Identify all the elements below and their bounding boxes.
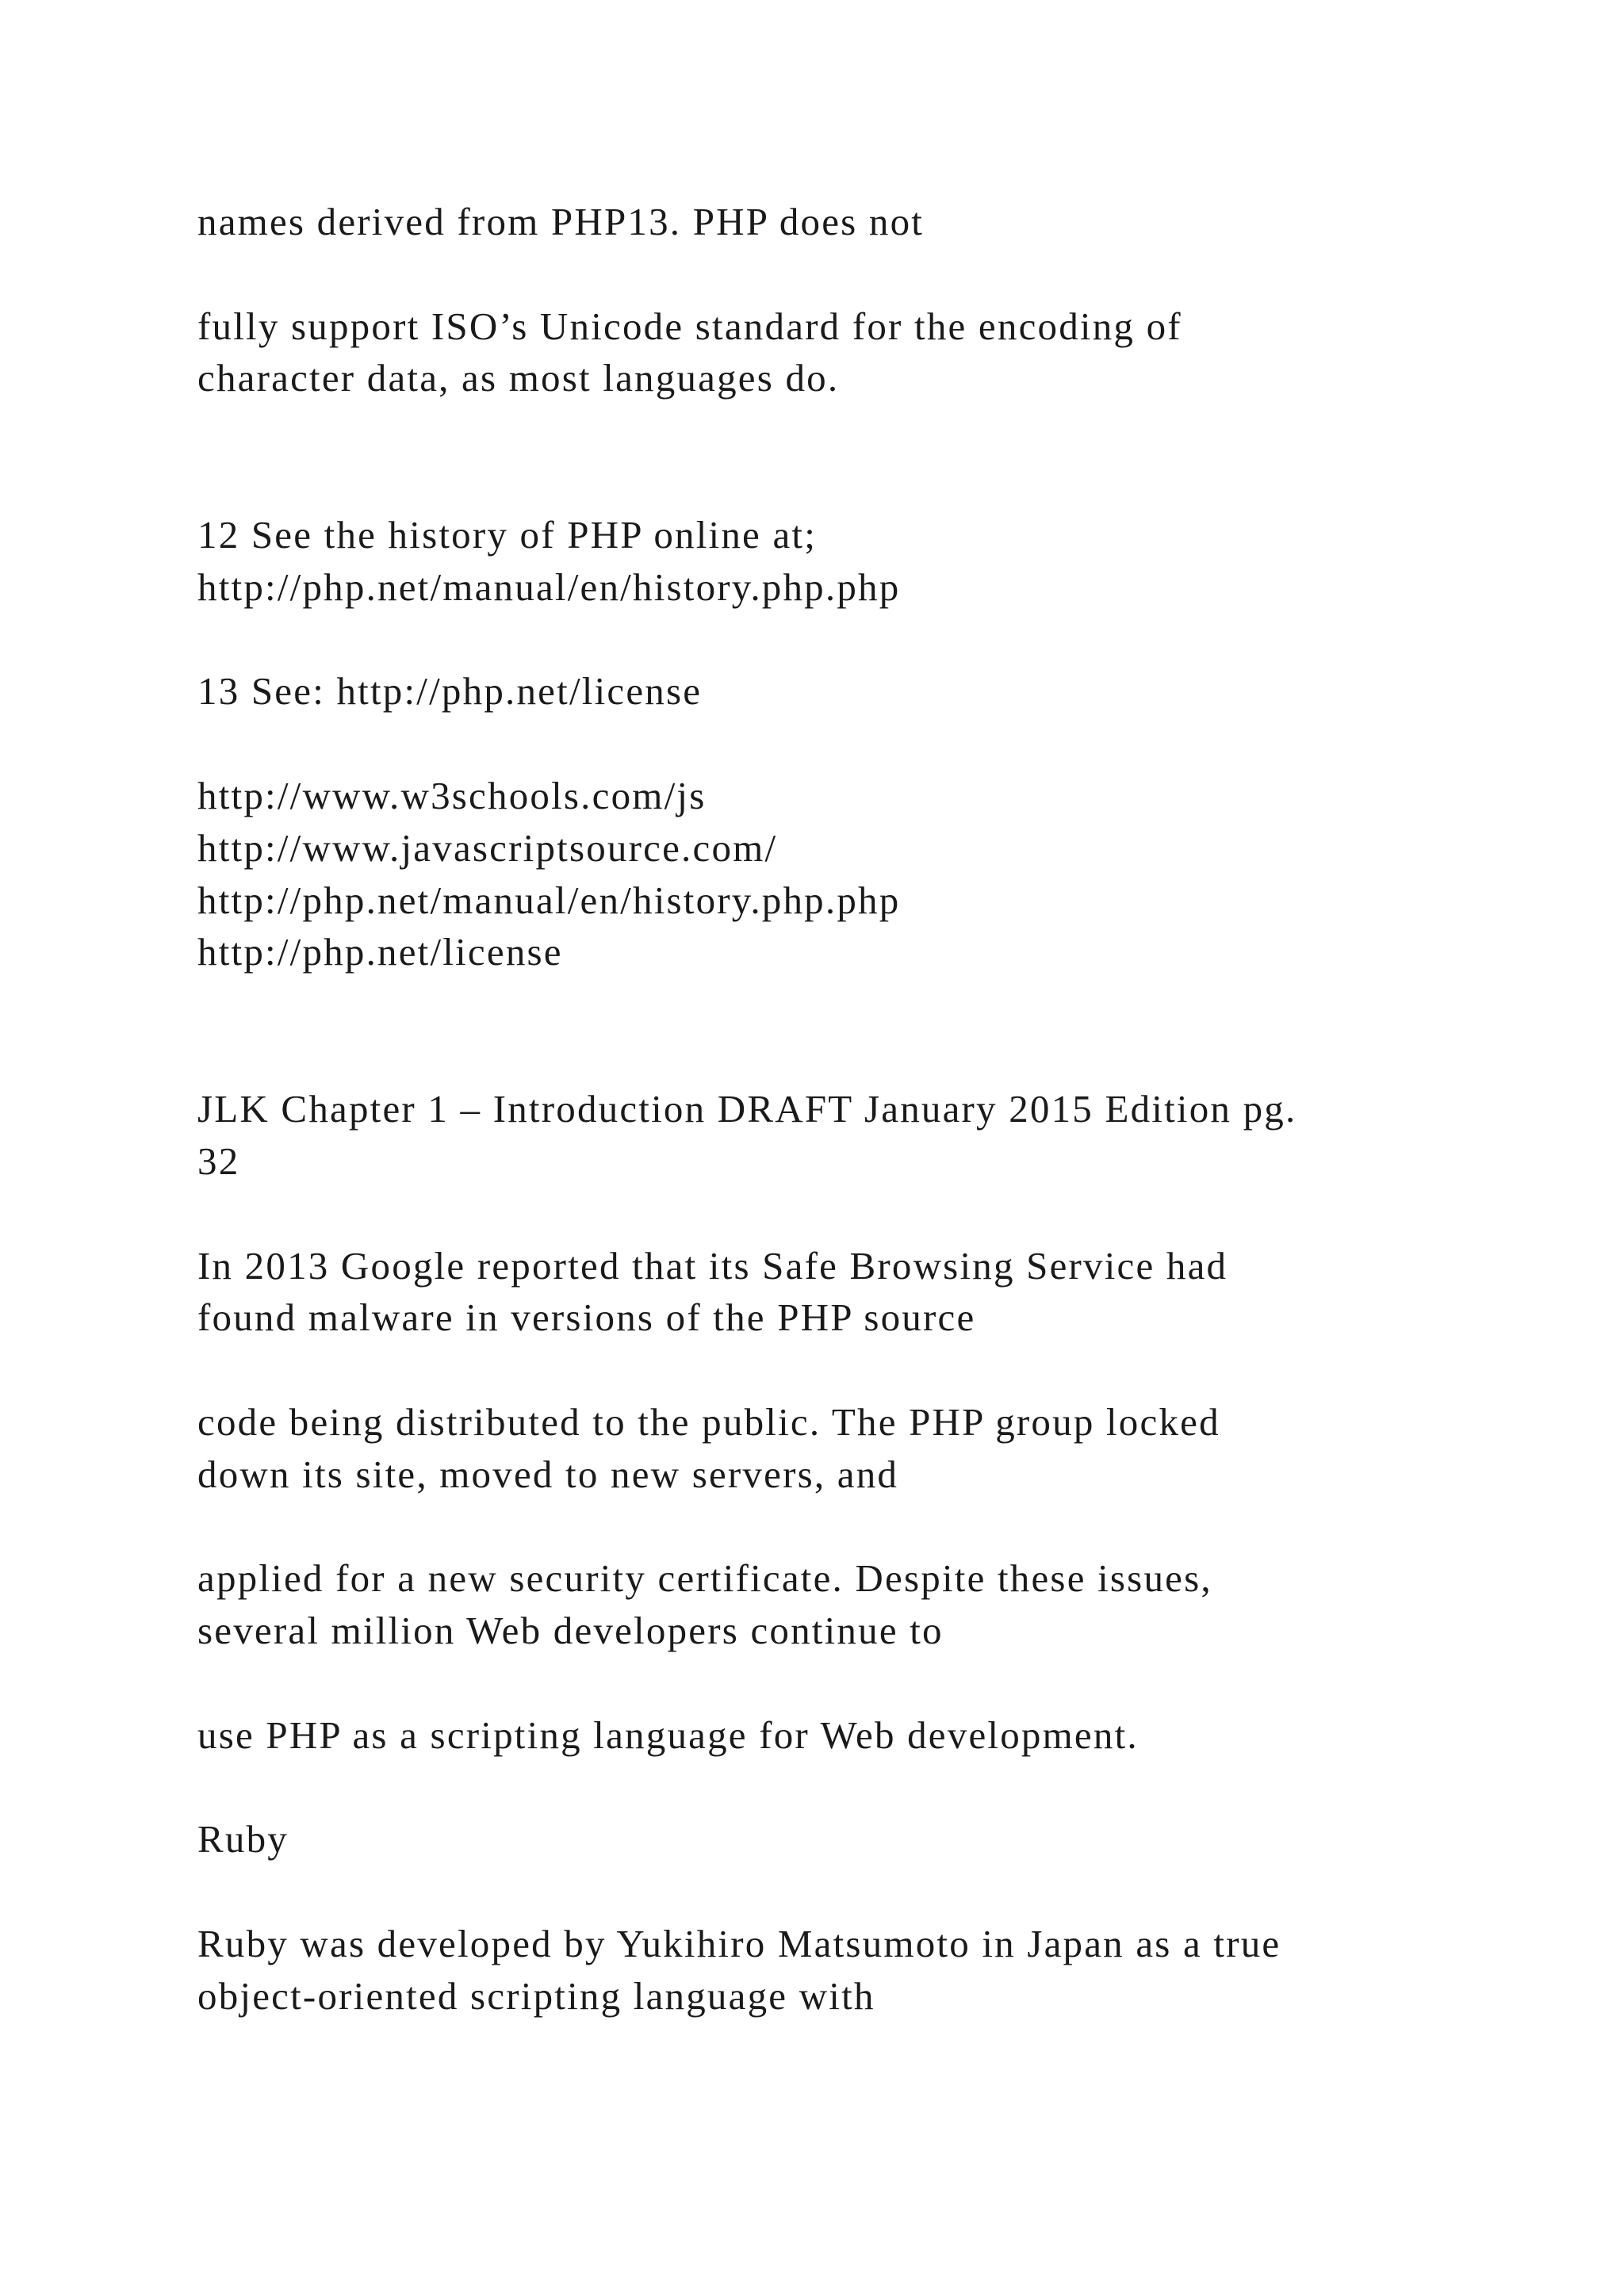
body-text-line: code being distributed to the public. The PHP group locked (197, 1400, 1220, 1444)
body-text-line: Ruby was developed by Yukihiro Matsumoto in Japan as a true (197, 1922, 1281, 1965)
body-text-line: object-oriented scripting language with (197, 1974, 875, 2018)
body-text-line: fully support ISO’s Unicode standard for the encoding of (197, 304, 1182, 348)
body-text-line: In 2013 Google reported that its Safe Browsing Service had (197, 1244, 1228, 1288)
footnote-line: 13 See: http://php.net/license (197, 669, 703, 713)
footnote-line: 12 See the history of PHP online at; (197, 513, 818, 557)
footnote-url: http://php.net/manual/en/history.php.php (197, 565, 901, 609)
body-text-line: down its site, moved to new servers, and (197, 1452, 899, 1496)
reference-url: http://php.net/manual/en/history.php.php (197, 878, 901, 922)
body-text-line: several million Web developers continue to (197, 1609, 944, 1652)
running-footer: JLK Chapter 1 – Introduction DRAFT January 2015 Edition pg. (197, 1087, 1297, 1131)
body-text-line: character data, as most languages do. (197, 356, 840, 400)
page-number: 32 (197, 1139, 240, 1183)
body-text-line: names derived from PHP13. PHP does not (197, 200, 925, 243)
body-text-line: use PHP as a scripting language for Web development. (197, 1713, 1139, 1757)
reference-url: http://www.w3schools.com/js (197, 774, 707, 817)
section-heading: Ruby (197, 1817, 289, 1861)
reference-url: http://php.net/license (197, 930, 563, 974)
body-text-line: applied for a new security certificate. Despite these issues, (197, 1556, 1212, 1600)
body-text-line: found malware in versions of the PHP source (197, 1295, 976, 1339)
reference-url: http://www.javascriptsource.com/ (197, 826, 778, 870)
